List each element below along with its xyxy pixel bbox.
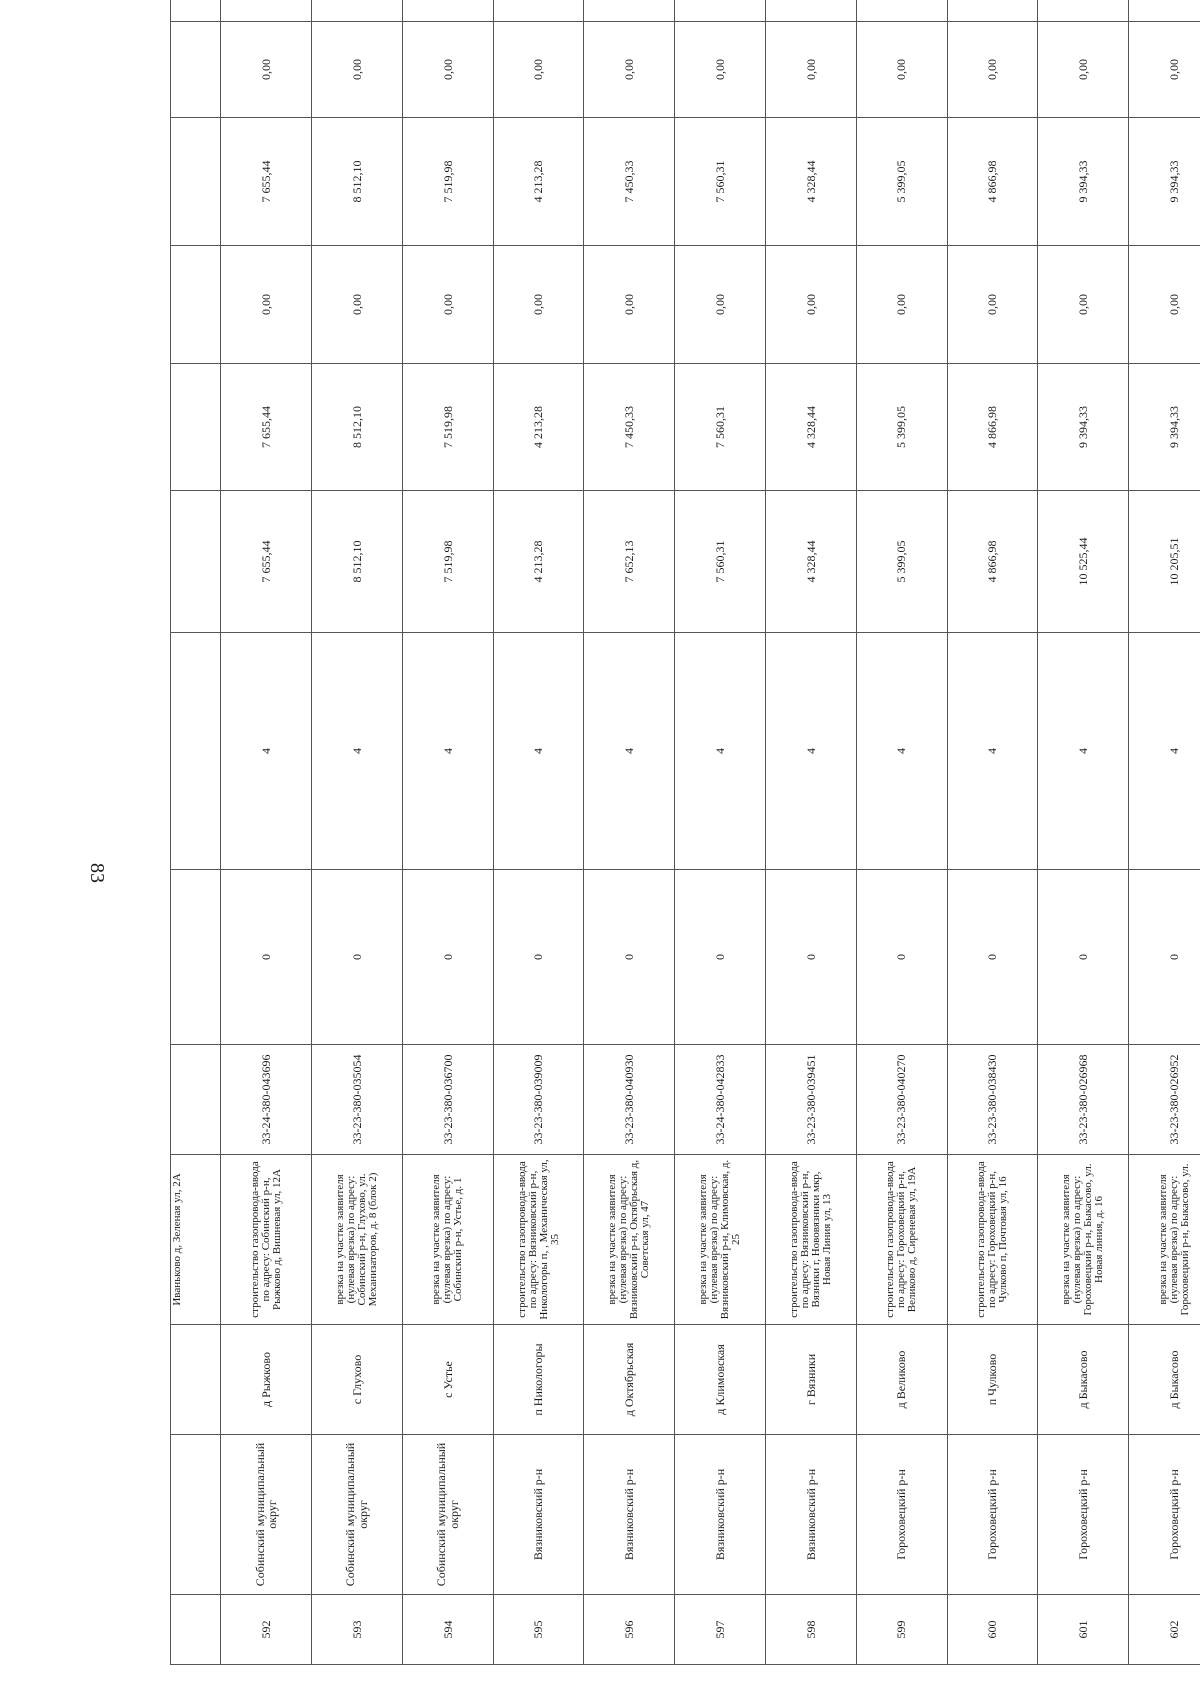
table-row bbox=[584, 0, 675, 1665]
value-cell: 0,00 bbox=[947, 22, 1038, 118]
count-cell: 0 bbox=[1129, 870, 1200, 1045]
value-cell: 0,00 bbox=[675, 22, 766, 118]
category-cell: 4 bbox=[1038, 633, 1129, 870]
value-cell: 9 394,33 bbox=[1129, 364, 1200, 491]
value-cell bbox=[1129, 0, 1200, 22]
value-cell: 4 328,44 bbox=[766, 491, 857, 633]
count-cell: 0 bbox=[493, 870, 584, 1045]
value-cell: 0,00 bbox=[766, 246, 857, 364]
value-cell: 7 519,98 bbox=[402, 118, 493, 246]
table-row bbox=[766, 0, 857, 1665]
row-number-cell: 594 bbox=[402, 1595, 493, 1665]
settlement-cell: д Октябрьская bbox=[584, 1325, 675, 1435]
value-cell: 8 512,10 bbox=[312, 364, 403, 491]
table-cell bbox=[171, 364, 221, 491]
value-cell: 7 652,13 bbox=[584, 491, 675, 633]
value-cell: 0,00 bbox=[221, 246, 312, 364]
value-cell: 7 560,31 bbox=[675, 491, 766, 633]
value-cell: 7 519,98 bbox=[402, 491, 493, 633]
district-cell: Собинский муниципальный округ bbox=[221, 1435, 312, 1595]
description-cell: строительство газопровода-ввода по адресу: Гороховецкий р-н, Чулково п, Почтовая ул, 16 bbox=[947, 1155, 1038, 1325]
table-row-continuation bbox=[171, 0, 221, 1665]
settlement-cell: д Рыжково bbox=[221, 1325, 312, 1435]
description-cell: врезка на участке заявителя (нулевая врезка) по адресу: Собинский р-н, Устье, д. 1 bbox=[402, 1155, 493, 1325]
settlement-cell: д Быкасово bbox=[1038, 1325, 1129, 1435]
row-number-cell: 598 bbox=[766, 1595, 857, 1665]
value-cell: 0,00 bbox=[856, 22, 947, 118]
table-cell bbox=[171, 118, 221, 246]
value-cell: 10 525,44 bbox=[1038, 491, 1129, 633]
district-cell: Гороховецкий р-н bbox=[947, 1435, 1038, 1595]
value-cell: 4 866,98 bbox=[947, 491, 1038, 633]
value-cell: 0,00 bbox=[1129, 22, 1200, 118]
cadastral-number-cell: 33-23-380-026968 bbox=[1038, 1045, 1129, 1155]
table-row bbox=[947, 0, 1038, 1665]
value-cell: 7 655,44 bbox=[221, 118, 312, 246]
value-cell bbox=[221, 0, 312, 22]
value-cell bbox=[766, 0, 857, 22]
row-number-cell: 593 bbox=[312, 1595, 403, 1665]
value-cell: 4 866,98 bbox=[947, 364, 1038, 491]
table-row bbox=[221, 0, 312, 1665]
value-cell: 0,00 bbox=[766, 22, 857, 118]
cadastral-number-cell: 33-24-380-043696 bbox=[221, 1045, 312, 1155]
description-cell: строительство газопровода-ввода по адресу: Гороховецкий р-н, Великово д, Сиреневая ул, 19А bbox=[856, 1155, 947, 1325]
row-number-cell: 596 bbox=[584, 1595, 675, 1665]
table-cell bbox=[171, 0, 221, 22]
table-cell bbox=[171, 1045, 221, 1155]
value-cell: 0,00 bbox=[584, 22, 675, 118]
value-cell: 0,00 bbox=[675, 246, 766, 364]
table-row bbox=[1129, 0, 1200, 1665]
value-cell: 4 328,44 bbox=[766, 118, 857, 246]
description-cell: врезка на участке заявителя (нулевая врезка) по адресу: Собинский р-н, Глухово, ул. Механизаторов, д. 8 (блок 2) bbox=[312, 1155, 403, 1325]
value-cell: 0,00 bbox=[312, 22, 403, 118]
count-cell: 0 bbox=[856, 870, 947, 1045]
value-cell: 4 213,28 bbox=[493, 364, 584, 491]
value-cell: 8 512,10 bbox=[312, 118, 403, 246]
cadastral-number-cell: 33-23-380-039451 bbox=[766, 1045, 857, 1155]
value-cell: 0,00 bbox=[402, 22, 493, 118]
cadastral-number-cell: 33-23-380-026952 bbox=[1129, 1045, 1200, 1155]
value-cell: 7 560,31 bbox=[675, 118, 766, 246]
category-cell: 4 bbox=[402, 633, 493, 870]
table-row bbox=[675, 0, 766, 1665]
value-cell: 0,00 bbox=[1038, 246, 1129, 364]
value-cell: 0,00 bbox=[493, 246, 584, 364]
table-row bbox=[1038, 0, 1129, 1665]
description-cell: строительство газопровода-ввода по адресу: Вязниковский р-н, Никологоры п, , Механическая ул, 35 bbox=[493, 1155, 584, 1325]
settlement-cell: д Быкасово bbox=[1129, 1325, 1200, 1435]
category-cell: 4 bbox=[493, 633, 584, 870]
cadastral-number-cell: 33-24-380-042833 bbox=[675, 1045, 766, 1155]
row-number-cell: 595 bbox=[493, 1595, 584, 1665]
table-cell bbox=[171, 870, 221, 1045]
table-cell bbox=[171, 22, 221, 118]
category-cell: 4 bbox=[766, 633, 857, 870]
value-cell: 0,00 bbox=[1038, 22, 1129, 118]
district-cell: Собинский муниципальный округ bbox=[402, 1435, 493, 1595]
value-cell bbox=[584, 0, 675, 22]
value-cell: 4 866,98 bbox=[947, 118, 1038, 246]
table-cell bbox=[171, 633, 221, 870]
value-cell: 10 205,51 bbox=[1129, 491, 1200, 633]
district-cell: Вязниковский р-н bbox=[493, 1435, 584, 1595]
count-cell: 0 bbox=[221, 870, 312, 1045]
value-cell: 8 512,10 bbox=[312, 491, 403, 633]
value-cell bbox=[947, 0, 1038, 22]
page-number: 83 bbox=[86, 863, 108, 883]
district-cell: Гороховецкий р-н bbox=[1038, 1435, 1129, 1595]
cadastral-number-cell: 33-23-380-038430 bbox=[947, 1045, 1038, 1155]
value-cell bbox=[1038, 0, 1129, 22]
district-cell: Вязниковский р-н bbox=[675, 1435, 766, 1595]
data-table bbox=[170, 0, 1200, 1665]
category-cell: 4 bbox=[312, 633, 403, 870]
settlement-cell: с Устье bbox=[402, 1325, 493, 1435]
category-cell: 4 bbox=[584, 633, 675, 870]
value-cell: 0,00 bbox=[402, 246, 493, 364]
value-cell: 7 560,31 bbox=[675, 364, 766, 491]
value-cell: 9 394,33 bbox=[1038, 364, 1129, 491]
value-cell: 5 399,05 bbox=[856, 491, 947, 633]
table-row bbox=[402, 0, 493, 1665]
value-cell: 5 399,05 bbox=[856, 364, 947, 491]
description-cell: врезка на участке заявителя (нулевая врезка) по адресу: Гороховецкий р-н, Быкасово, ул. Новая линия, д. 16 bbox=[1038, 1155, 1129, 1325]
table-row bbox=[312, 0, 403, 1665]
district-cell: Гороховецкий р-н bbox=[1129, 1435, 1200, 1595]
count-cell: 0 bbox=[1038, 870, 1129, 1045]
count-cell: 0 bbox=[947, 870, 1038, 1045]
row-number-cell: 597 bbox=[675, 1595, 766, 1665]
value-cell: 4 213,28 bbox=[493, 118, 584, 246]
count-cell: 0 bbox=[766, 870, 857, 1045]
cadastral-number-cell: 33-23-380-039009 bbox=[493, 1045, 584, 1155]
value-cell: 7 655,44 bbox=[221, 364, 312, 491]
description-cell: врезка на участке заявителя (нулевая врезка) по адресу: Гороховецкий р-н, Быкасово, ул. bbox=[1129, 1155, 1200, 1325]
table-cell bbox=[171, 1325, 221, 1435]
value-cell: 7 450,33 bbox=[584, 364, 675, 491]
cadastral-number-cell: 33-23-380-040270 bbox=[856, 1045, 947, 1155]
category-cell: 4 bbox=[675, 633, 766, 870]
value-cell: 9 394,33 bbox=[1038, 118, 1129, 246]
value-cell: 4 328,44 bbox=[766, 364, 857, 491]
table-row bbox=[493, 0, 584, 1665]
settlement-cell: с Глухово bbox=[312, 1325, 403, 1435]
value-cell bbox=[312, 0, 403, 22]
address-continuation-cell: Иваньково д, Зеленая ул, 2А bbox=[171, 1155, 221, 1325]
value-cell: 0,00 bbox=[584, 246, 675, 364]
category-cell: 4 bbox=[221, 633, 312, 870]
count-cell: 0 bbox=[312, 870, 403, 1045]
cadastral-number-cell: 33-23-380-040930 bbox=[584, 1045, 675, 1155]
value-cell: 4 213,28 bbox=[493, 491, 584, 633]
table-cell bbox=[171, 491, 221, 633]
table-cell bbox=[171, 246, 221, 364]
description-cell: строительство газопровода-ввода по адресу: Собинский р-н, Рыжково д, Вишневая ул, 12А bbox=[221, 1155, 312, 1325]
settlement-cell: д Великово bbox=[856, 1325, 947, 1435]
settlement-cell: п Чулково bbox=[947, 1325, 1038, 1435]
description-cell: врезка на участке заявителя (нулевая врезка) по адресу: Вязниковский р-н, Климовская, д. 25 bbox=[675, 1155, 766, 1325]
value-cell: 7 655,44 bbox=[221, 491, 312, 633]
value-cell: 0,00 bbox=[947, 246, 1038, 364]
count-cell: 0 bbox=[675, 870, 766, 1045]
value-cell: 0,00 bbox=[856, 246, 947, 364]
description-cell: строительство газопровода-ввода по адресу: Вязниковский р-н, Вязники г, Нововязники мкр, Новая Линия ул, 13 bbox=[766, 1155, 857, 1325]
value-cell: 7 519,98 bbox=[402, 364, 493, 491]
settlement-cell: п Никологоры bbox=[493, 1325, 584, 1435]
value-cell: 0,00 bbox=[221, 22, 312, 118]
row-number-cell: 599 bbox=[856, 1595, 947, 1665]
settlement-cell: д Климовская bbox=[675, 1325, 766, 1435]
table-row bbox=[856, 0, 947, 1665]
category-cell: 4 bbox=[856, 633, 947, 870]
value-cell bbox=[402, 0, 493, 22]
settlement-cell: г Вязники bbox=[766, 1325, 857, 1435]
district-cell: Вязниковский р-н bbox=[584, 1435, 675, 1595]
value-cell bbox=[493, 0, 584, 22]
category-cell: 4 bbox=[947, 633, 1038, 870]
value-cell: 7 450,33 bbox=[584, 118, 675, 246]
value-cell: 0,00 bbox=[493, 22, 584, 118]
row-number-cell: 602 bbox=[1129, 1595, 1200, 1665]
value-cell: 0,00 bbox=[1129, 246, 1200, 364]
category-cell: 4 bbox=[1129, 633, 1200, 870]
count-cell: 0 bbox=[584, 870, 675, 1045]
cadastral-number-cell: 33-23-380-036700 bbox=[402, 1045, 493, 1155]
description-cell: врезка на участке заявителя (нулевая врезка) по адресу: Вязниковский р-н, Октябрьская д, Советская ул, 47 bbox=[584, 1155, 675, 1325]
row-number-cell: 592 bbox=[221, 1595, 312, 1665]
value-cell: 9 394,33 bbox=[1129, 118, 1200, 246]
count-cell: 0 bbox=[402, 870, 493, 1045]
value-cell: 0,00 bbox=[312, 246, 403, 364]
row-number-cell: 600 bbox=[947, 1595, 1038, 1665]
district-cell: Вязниковский р-н bbox=[766, 1435, 857, 1595]
value-cell: 5 399,05 bbox=[856, 118, 947, 246]
table-cell bbox=[171, 1595, 221, 1665]
cadastral-number-cell: 33-23-380-035054 bbox=[312, 1045, 403, 1155]
table-cell bbox=[171, 1435, 221, 1595]
district-cell: Гороховецкий р-н bbox=[856, 1435, 947, 1595]
value-cell bbox=[675, 0, 766, 22]
district-cell: Собинский муниципальный округ bbox=[312, 1435, 403, 1595]
value-cell bbox=[856, 0, 947, 22]
row-number-cell: 601 bbox=[1038, 1595, 1129, 1665]
